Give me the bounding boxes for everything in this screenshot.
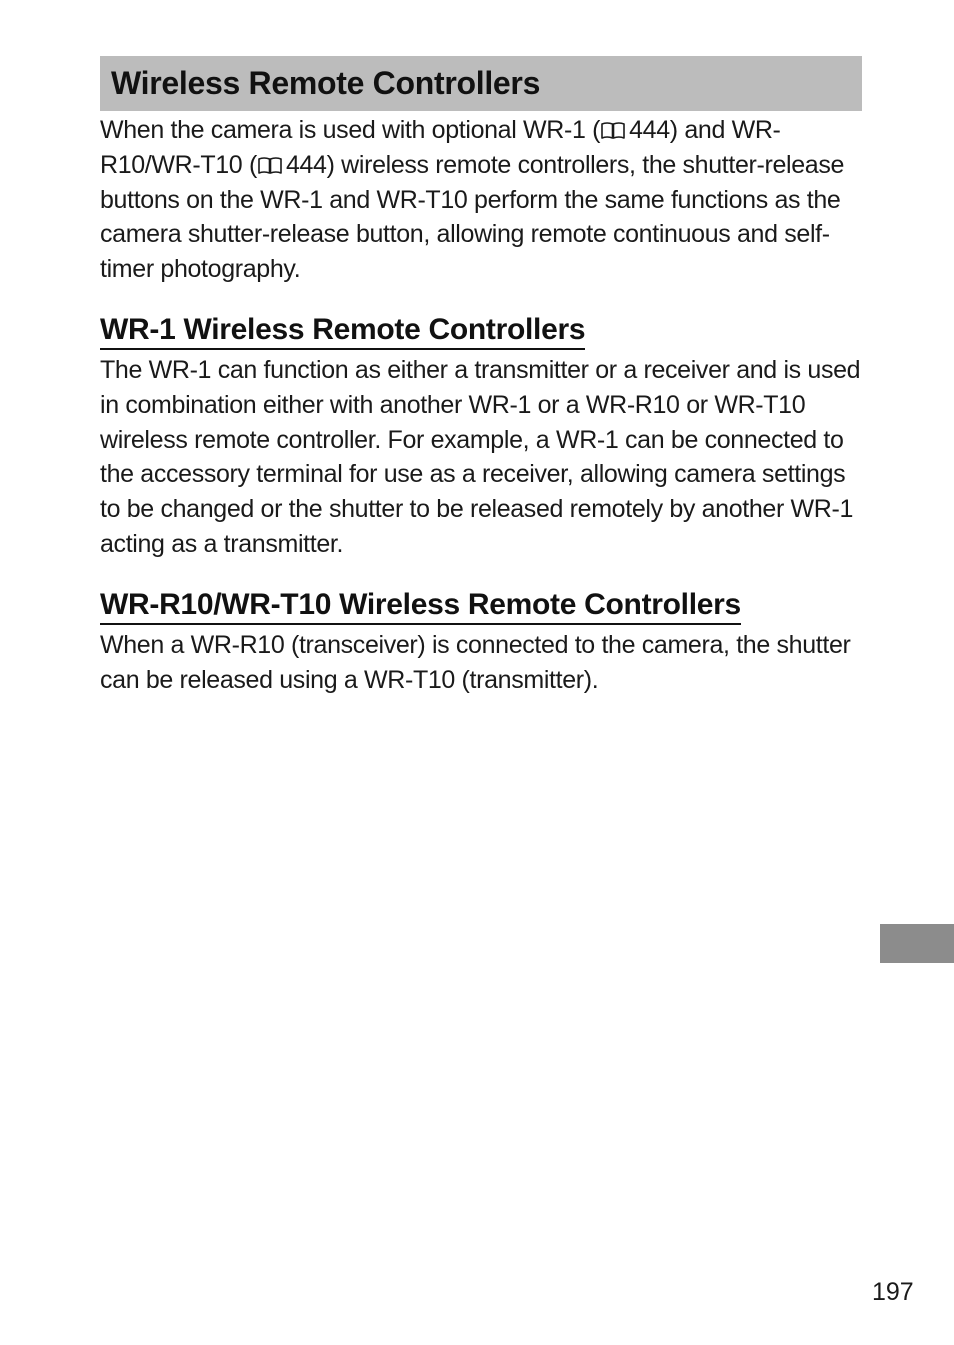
- section-heading-wr-r10: WR-R10/WR-T10 Wireless Remote Controllers: [100, 588, 741, 625]
- book-icon: [600, 121, 626, 140]
- thumb-index-tab: [880, 924, 954, 963]
- intro-text-2: ) and WR-R10/WR-T10 (: [100, 116, 781, 179]
- book-icon: [257, 156, 283, 175]
- intro-text-3: ) wireless remote controllers, the shutter-release buttons on the WR-1 and WR-T10 perform the same functions as the camera shutter-release button, allowing remote continuous and self-timer photography.: [100, 150, 845, 284]
- section-heading-wr1: WR-1 Wireless Remote Controllers: [100, 313, 585, 350]
- page-reference[interactable]: 444: [285, 150, 327, 179]
- intro-paragraph: [100, 113, 870, 287]
- page-title-bar: [100, 56, 862, 111]
- intro-text-1: When the camera is used with optional WR-1 (: [100, 116, 601, 144]
- page-number: 197: [872, 1278, 914, 1306]
- section-body-wr-r10: When a WR-R10 (transceiver) is connected to the camera, the shutter can be released using a WR-T10 (transmitter).: [100, 631, 851, 694]
- page-reference[interactable]: 444: [629, 116, 670, 144]
- page-title: Wireless Remote Controllers: [111, 65, 541, 101]
- section-body-wr1: The WR-1 can function as either a transmitter or a receiver and is used in combination either with another WR-1 or a WR-R10 or WR-T10 wireless remote controller. For example, a WR-1 can be connected to the accessory terminal for use as a receiver, allowing camera settings to be changed or the shutter to be released remotely by another WR-1 acting as a transmitter.: [100, 356, 861, 558]
